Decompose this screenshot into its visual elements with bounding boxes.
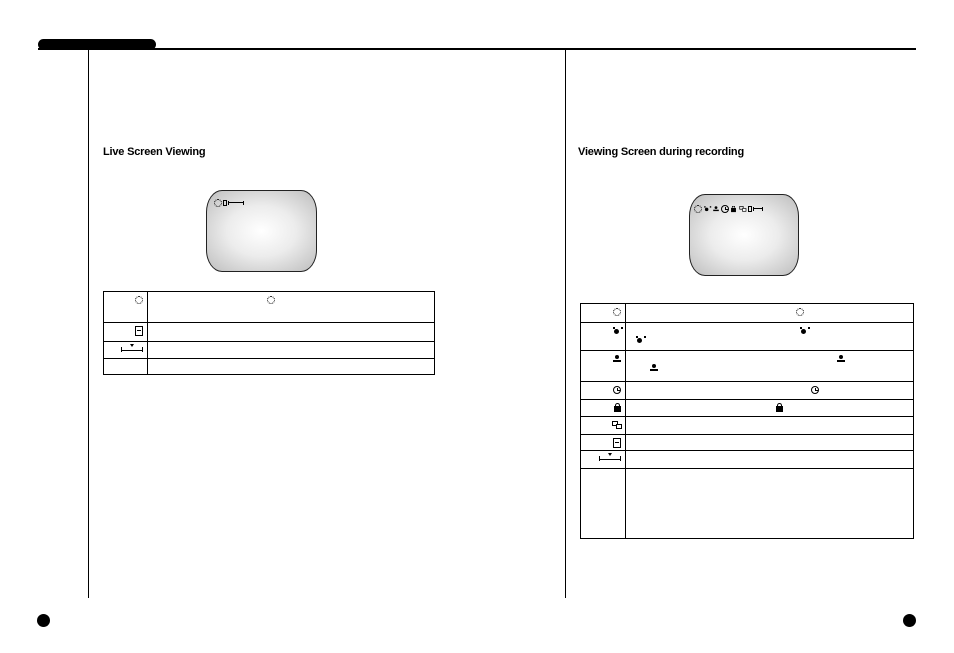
- clock-icon: [811, 386, 819, 394]
- legend-desc: [148, 342, 435, 359]
- left-section-heading: Live Screen Viewing: [103, 146, 206, 158]
- legend-desc: [626, 451, 914, 469]
- recording-osd-icons: [694, 204, 763, 213]
- live-monitor-screen: [206, 190, 317, 272]
- live-legend-table: [103, 291, 435, 375]
- box-icon: [748, 206, 752, 212]
- legend-icon-cell: [581, 435, 626, 451]
- clock-icon: [613, 386, 621, 394]
- left-margin-rule: [88, 50, 89, 598]
- legend-row: [104, 292, 435, 323]
- legend-icon-cell: [581, 400, 626, 417]
- legend-icon-cell: [581, 382, 626, 400]
- legend-desc: [148, 359, 435, 375]
- legend-desc: [148, 292, 435, 323]
- sun-icon: [214, 199, 222, 207]
- dual-screen-icon: [739, 206, 745, 211]
- legend-desc: [148, 323, 435, 342]
- legend-row: [581, 351, 914, 382]
- legend-icon-cell: [104, 292, 148, 323]
- header-rule: [38, 48, 916, 50]
- alarm-icon: [613, 327, 621, 335]
- lock-icon: [614, 406, 621, 412]
- motion-person-icon: [650, 364, 658, 372]
- legend-icon-cell: [581, 304, 626, 323]
- legend-desc: [626, 382, 914, 400]
- sun-icon: [613, 308, 621, 316]
- legend-icon-cell: [581, 351, 626, 382]
- legend-desc: [626, 304, 914, 323]
- legend-row: [104, 342, 435, 359]
- progress-bar-icon: [753, 207, 763, 211]
- motion-person-icon: [837, 355, 845, 363]
- legend-icon-cell: [104, 323, 148, 342]
- box-icon: [135, 326, 143, 336]
- sun-icon: [135, 296, 143, 304]
- legend-row: [104, 323, 435, 342]
- center-column-rule: [565, 50, 566, 598]
- legend-row: [581, 469, 914, 539]
- legend-row: [581, 451, 914, 469]
- legend-row: [581, 323, 914, 351]
- recording-monitor-screen: [689, 194, 799, 276]
- recording-legend-table: [580, 303, 914, 539]
- legend-row: [581, 400, 914, 417]
- alarm-icon: [704, 206, 710, 212]
- live-osd-icons: [214, 199, 244, 207]
- legend-icon-cell: [581, 323, 626, 351]
- dual-screen-icon: [612, 421, 621, 428]
- page-corner-dot-right: [903, 614, 916, 627]
- legend-desc: [626, 323, 914, 351]
- motion-person-icon: [713, 206, 719, 212]
- legend-icon-cell: [104, 342, 148, 359]
- legend-desc: [626, 351, 914, 382]
- legend-desc: [626, 435, 914, 451]
- lock-icon: [731, 208, 736, 212]
- sun-icon: [694, 205, 702, 213]
- progress-bar-icon: [599, 456, 621, 461]
- legend-row: [104, 359, 435, 375]
- lock-icon: [776, 406, 783, 412]
- motion-person-icon: [613, 355, 621, 363]
- legend-icon-cell: [104, 359, 148, 375]
- legend-desc: [626, 469, 914, 539]
- alarm-icon: [636, 336, 644, 344]
- legend-icon-cell: [581, 469, 626, 539]
- legend-icon-cell: [581, 451, 626, 469]
- page-corner-dot-left: [37, 614, 50, 627]
- legend-row: [581, 435, 914, 451]
- box-icon: [223, 200, 227, 206]
- legend-icon-cell: [581, 417, 626, 435]
- legend-row: [581, 304, 914, 323]
- sun-icon: [267, 296, 275, 304]
- legend-desc: [626, 417, 914, 435]
- legend-row: [581, 382, 914, 400]
- legend-desc: [626, 400, 914, 417]
- progress-bar-icon: [228, 201, 244, 205]
- box-icon: [613, 438, 621, 448]
- sun-icon: [796, 308, 804, 316]
- legend-row: [581, 417, 914, 435]
- right-section-heading: Viewing Screen during recording: [578, 146, 744, 158]
- clock-icon: [721, 205, 729, 213]
- progress-bar-icon: [121, 347, 143, 352]
- alarm-icon: [800, 327, 808, 335]
